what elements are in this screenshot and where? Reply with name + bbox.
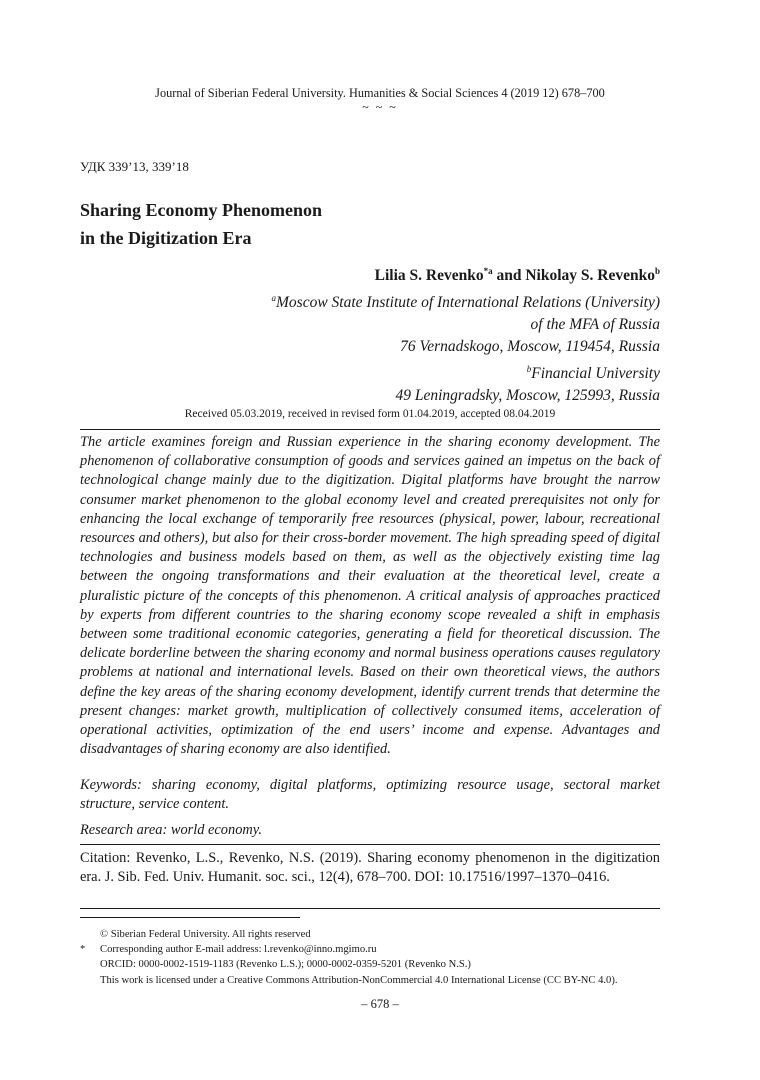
udk-code: УДК 339’13, 339’18 xyxy=(80,159,189,174)
abstract-top-rule xyxy=(80,429,660,430)
author-2: Nikolay S. Revenko xyxy=(525,267,655,285)
author-1: Lilia S. Revenko xyxy=(374,267,484,285)
citation-top-rule xyxy=(80,844,660,845)
affiliation-a-name: Moscow State Institute of International Relations (University) xyxy=(276,294,660,312)
copyright-text: © Siberian Federal University. All rights reserved xyxy=(100,929,311,940)
received-dates: Received 05.03.2019, received in revised form 01.04.2019, accepted 08.04.2019 xyxy=(184,408,556,420)
affiliation-b-line-1 xyxy=(272,358,661,385)
footnote-star: * xyxy=(80,944,86,956)
footnote-corresponding xyxy=(80,942,680,957)
article-title xyxy=(80,196,322,252)
affiliations xyxy=(272,287,661,407)
author-1-marks: *a xyxy=(483,266,493,276)
author-list xyxy=(375,266,660,285)
footnote-license xyxy=(80,973,680,988)
title-line-2: in the Digitization Era xyxy=(80,228,252,248)
citation: Citation: Revenko, L.S., Revenko, N.S. (2019). Sharing economy phenomenon in the digitization era. J. Sib. Fed. Univ. Humanit. soc. sci., 12(4), 678–700. DOI: 10.17516/1997–1370–0416. xyxy=(80,850,660,885)
author-conjunction: and xyxy=(492,267,526,285)
affiliation-b-mark: b xyxy=(526,364,532,375)
orcid-text: ORCID: 0000-0002-1519-1183 (Revenko L.S.); 0000-0002-0359-5201 (Revenko N.S.) xyxy=(100,959,471,971)
abstract-text: The article examines foreign and Russian experience in the sharing economy development. The phenomenon of collaborative consumption of goods and services gained an impetus on the back of technological change mainly due to the digitization. Digital platforms have brought the narrow consumer market phenomenon to the global economy level and created prerequisites not only for enhancing the local exchange of temporarily free resources (physical, power, labour, recreational resources and others), but also for their cross-border movement. The high spreading speed of digital technologies and business models based on them, as well as the objectively existing time lag between the ongoing transformations and their evaluation at the theoretical level, create a pluralistic picture of the concepts of this phenomenon. A critical analysis of approaches practiced by experts from different countries to the sharing economy scope revealed a shift in emphasis between some traditional economic categories, generating a field for theoretical discussion. The delicate borderline between the sharing economy and normal business operations causes regulatory problems at national and international levels. Based on their own theoretical views, the authors define the key areas of the sharing economy development, identify current trends that determine the present changes: market growth, multiplication of collectively consumed items, acceleration of operational activities, optimization of the end users’ income and expense. Advantages and disadvantages of sharing economy are also identified. xyxy=(80,434,660,758)
keywords: Keywords: sharing economy, digital platforms, optimizing resource usage, sectoral market structure, service content. xyxy=(80,777,660,813)
affiliation-a-line-1 xyxy=(272,287,661,314)
citation-bottom-rule xyxy=(80,908,660,909)
author-2-marks: b xyxy=(654,266,660,276)
affiliation-a-mark: a xyxy=(271,293,276,303)
page-number: – 678 – xyxy=(361,997,399,1011)
title-line-1: Sharing Economy Phenomenon xyxy=(80,200,323,220)
license-text: This work is licensed under a Creative Commons Attribution-NonCommercial 4.0 International License (CC BY-NC 4.0). xyxy=(100,974,618,986)
affiliation-b-address: 49 Leningradsky, Moscow, 125993, Russia xyxy=(395,387,660,405)
header-ornament: ~ ~ ~ xyxy=(362,100,398,114)
footnotes xyxy=(80,927,680,988)
affiliation-b-name: Financial University xyxy=(531,365,660,383)
corresponding-email: Corresponding author E-mail address: l.revenko@inno.mgimo.ru xyxy=(100,944,377,956)
affiliation-a-line-2: of the MFA of Russia xyxy=(530,316,660,334)
footnote-separator xyxy=(80,917,300,918)
affiliation-a-address: 76 Vernadskogo, Moscow, 119454, Russia xyxy=(400,338,660,356)
journal-header: Journal of Siberian Federal University. Humanities & Social Sciences 4 (2019 12) 678–700 xyxy=(155,86,605,100)
footnote-copyright xyxy=(80,927,680,942)
research-area: Research area: world economy. xyxy=(80,822,262,838)
footnote-orcid xyxy=(80,957,680,972)
